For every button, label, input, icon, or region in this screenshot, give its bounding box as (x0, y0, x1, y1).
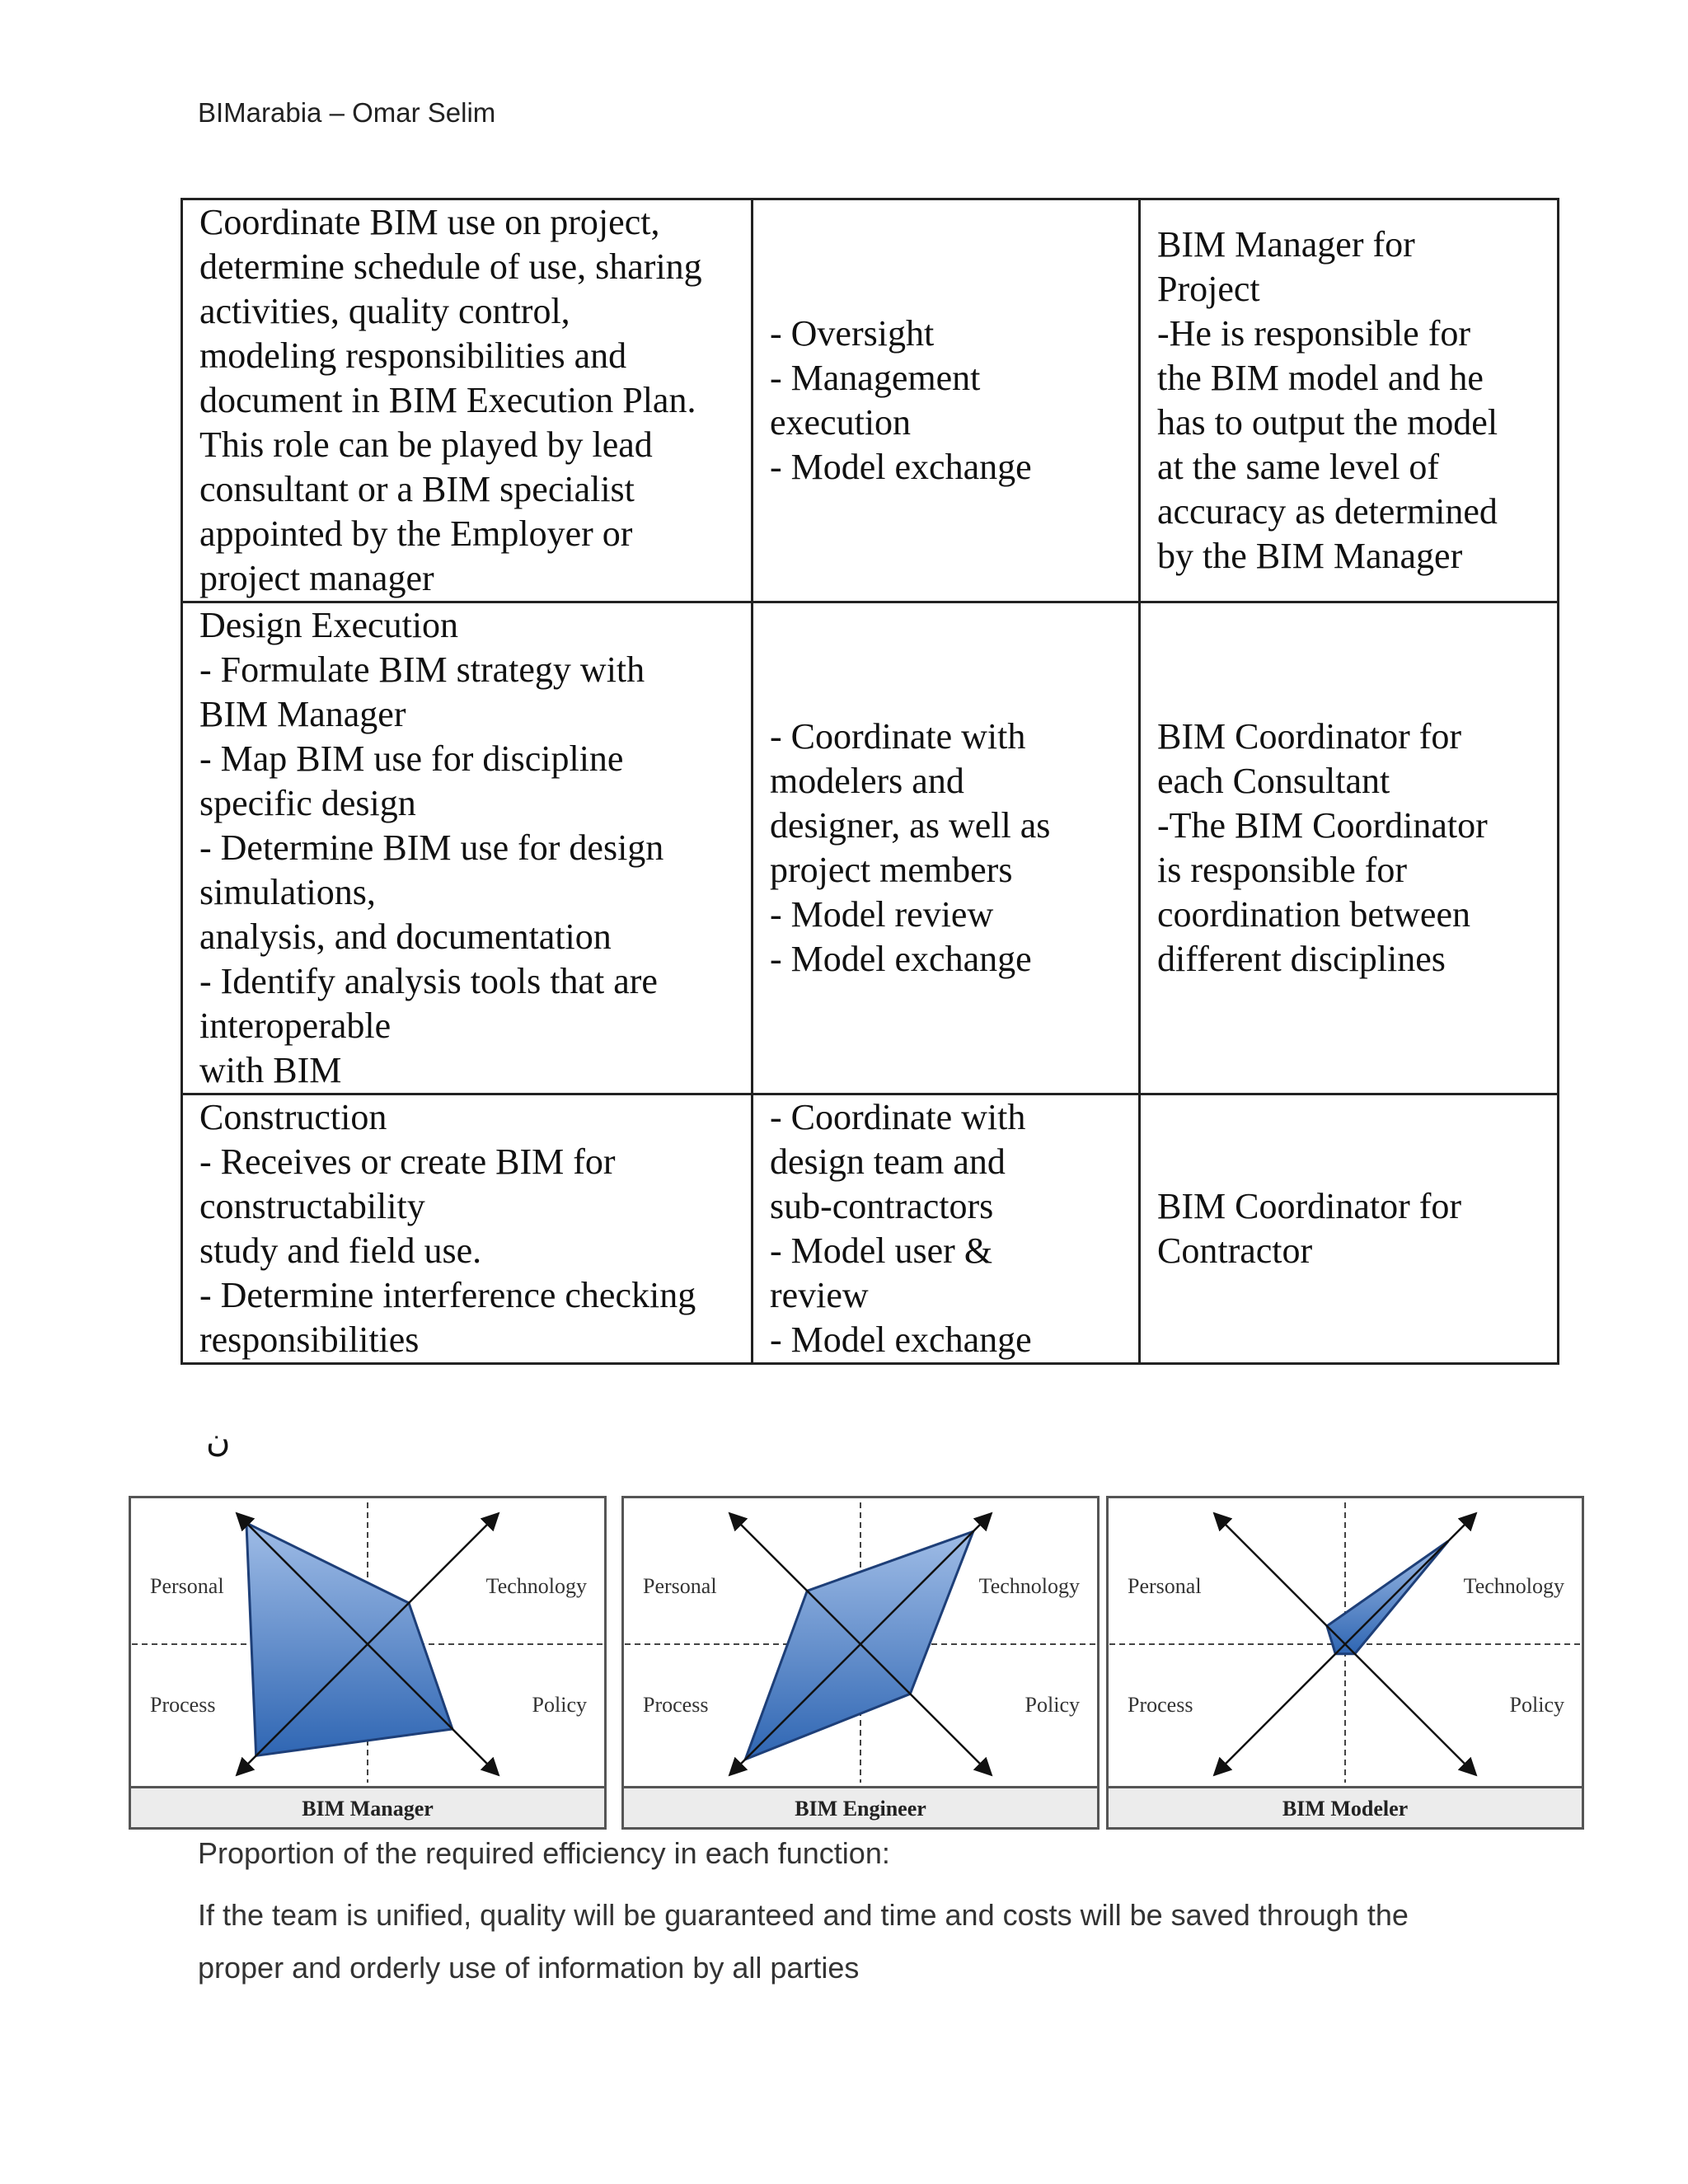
role-diagrams (129, 1496, 1592, 1834)
diagram-title: BIM Engineer (795, 1797, 926, 1821)
label-technology: Technology (978, 1574, 1080, 1598)
table-cell-role: BIM Coordinator for each Consultant -The BIM Coordinator is responsible for coordination between different disciplines (1140, 602, 1559, 1094)
table-row (182, 602, 1559, 1094)
table-cell-tasks: - Coordinate with design team and sub-contractors - Model user & review - Model exchange (753, 1094, 1140, 1364)
label-policy: Policy (532, 1693, 587, 1717)
diagram-bim-engineer (621, 1496, 1100, 1830)
table-cell-responsibilities: Coordinate BIM use on project, determine schedule of use, sharing activities, quality control, modeling responsibilities and document in BIM Execution Plan. This role can be played by lead consultant or a BIM specialist appointed by the Employer or project manager (182, 199, 753, 602)
page-header: BIMarabia – Omar Selim (198, 97, 496, 128)
label-process: Process (1128, 1693, 1193, 1717)
stray-character: ن (206, 1422, 231, 1460)
label-policy: Policy (1509, 1693, 1564, 1717)
diagram-bim-manager (129, 1496, 607, 1830)
figure-caption: Proportion of the required efficiency in each function: (198, 1836, 890, 1870)
table-cell-role: BIM Manager for Project -He is responsible for the BIM model and he has to output the model at the same level of accuracy as determined by the BIM Manager (1140, 199, 1559, 602)
label-technology: Technology (485, 1574, 587, 1598)
table-cell-tasks: - Oversight - Management execution - Model exchange (753, 199, 1140, 602)
table-cell-responsibilities: Construction - Receives or create BIM for constructability study and field use. - Determine interference checking responsibilities (182, 1094, 753, 1364)
label-personal: Personal (643, 1574, 717, 1598)
bim-roles-table (181, 198, 1559, 1365)
label-personal: Personal (150, 1574, 224, 1598)
table-row (182, 199, 1559, 602)
label-personal: Personal (1128, 1574, 1202, 1598)
table-row (182, 1094, 1559, 1364)
diagram-bim-modeler (1106, 1496, 1584, 1830)
diagram-title: BIM Modeler (1282, 1797, 1409, 1821)
table-cell-role: BIM Coordinator for Contractor (1140, 1094, 1559, 1364)
label-process: Process (150, 1693, 216, 1717)
table-cell-tasks: - Coordinate with modelers and designer, as well as project members - Model review - Model exchange (753, 602, 1140, 1094)
diagram-title: BIM Manager (302, 1797, 434, 1821)
label-technology: Technology (1463, 1574, 1564, 1598)
table-cell-responsibilities: Design Execution - Formulate BIM strategy with BIM Manager - Map BIM use for discipline specific design - Determine BIM use for design simulations, analysis, and documentation - Identify analysis tools that are interoperable with BIM (182, 602, 753, 1094)
label-process: Process (643, 1693, 709, 1717)
label-policy: Policy (1025, 1693, 1080, 1717)
body-note: If the team is unified, quality will be guaranteed and time and costs will be saved through the proper and orderly use of information by all parties (198, 1898, 1409, 1985)
